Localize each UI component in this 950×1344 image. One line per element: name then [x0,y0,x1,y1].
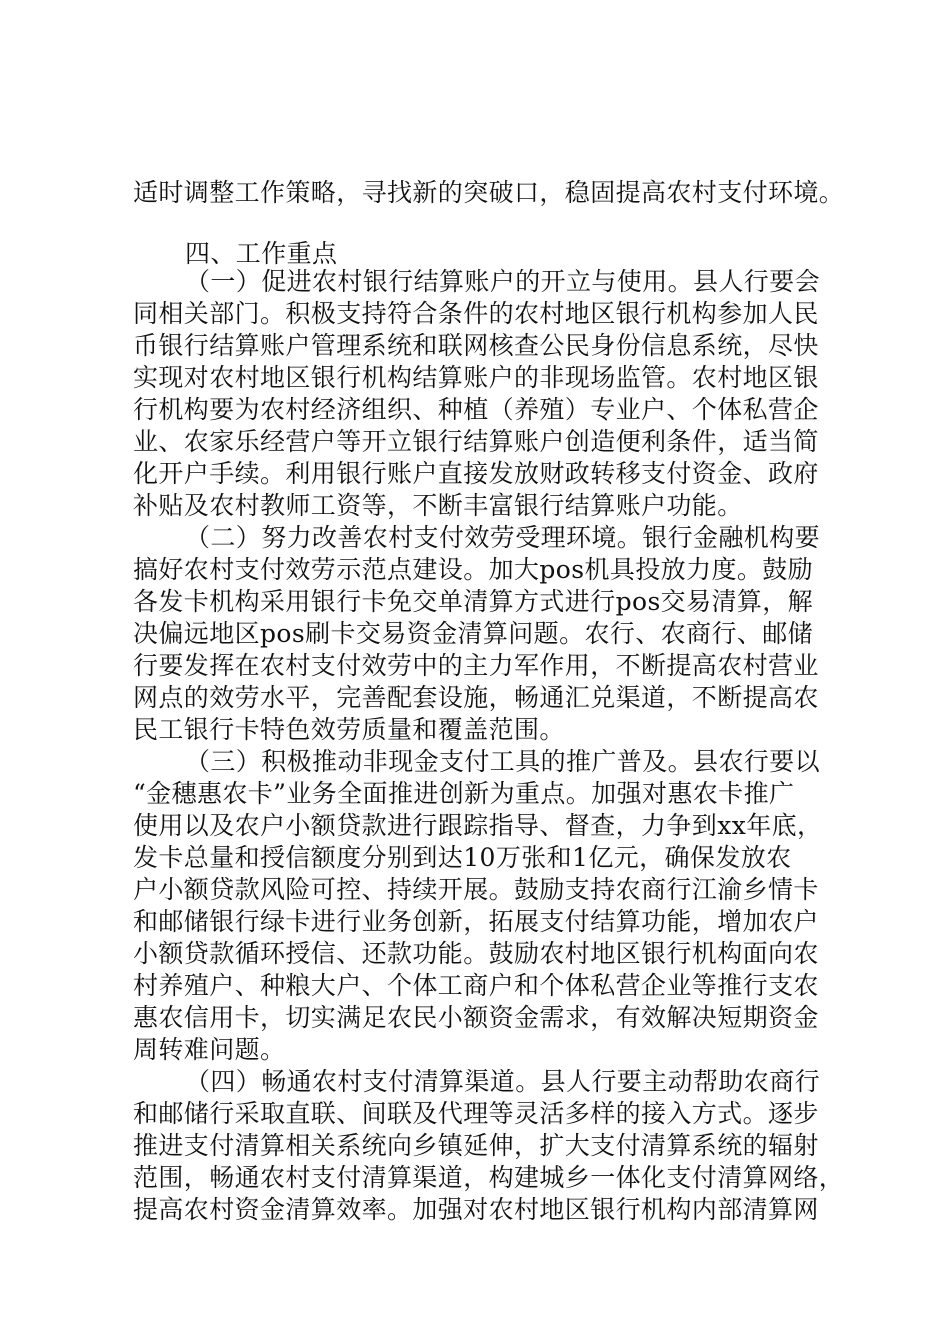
paragraph-line: 推进支付清算相关系统向乡镇延伸，扩大支付清算系统的辐射 [133,1131,819,1160]
paragraph-line: 搞好农村支付效劳示范点建设。加大pos机具投放力度。鼓励 [133,555,814,584]
paragraph-line: 和邮储银行绿卡进行业务创新，拓展支付结算功能，增加农户 [133,907,819,936]
paragraph-line: 实现对农村地区银行机构结算账户的非现场监管。农村地区银 [133,363,819,392]
paragraph-line: 同相关部门。积极支持符合条件的农村地区银行机构参加人民 [133,299,819,328]
paragraph-line: （二）努力改善农村支付效劳受理环境。银行金融机构要 [185,523,821,552]
paragraph-line: 小额贷款循环授信、还款功能。鼓励农村地区银行机构面向农 [133,939,819,968]
paragraph-line: 化开户手续。利用银行账户直接发放财政转移支付资金、政府 [133,459,819,488]
paragraph-line: 业、农家乐经营户等开立银行结算账户创造便利条件，适当简 [133,427,819,456]
paragraph-line: 各发卡机构采用银行卡免交单清算方式进行pos交易清算，解 [133,587,814,616]
paragraph-line: 行要发挥在农村支付效劳中的主力军作用，不断提高农村营业 [133,651,819,680]
paragraph-line: 补贴及农村教师工资等，不断丰富银行结算账户功能。 [133,491,743,520]
paragraph-line: 币银行结算账户管理系统和联网核查公民身份信息系统，尽快 [133,331,819,360]
paragraph-line: 网点的效劳水平，完善配套设施，畅通汇兑渠道，不断提高农 [133,683,819,712]
paragraph-line: 使用以及农户小额贷款进行跟踪指导、督查，力争到xx年底， [133,811,823,840]
paragraph-line: 民工银行卡特色效劳质量和覆盖范围。 [133,715,565,744]
paragraph-line: 村养殖户、种粮大户、个体工商户和个体私营企业等推行支农 [133,971,819,1000]
paragraph-line: 提高农村资金清算效率。加强对农村地区银行机构内部清算网 [133,1195,819,1224]
paragraph-line: 户小额贷款风险可控、持续开展。鼓励支持农商行江渝乡情卡 [133,875,819,904]
paragraph-line: 惠农信用卡，切实满足农民小额资金需求，有效解决短期资金 [133,1003,819,1032]
section-heading: 四、工作重点 [185,239,338,268]
paragraph-line: 周转难问题。 [133,1035,286,1064]
paragraph-line: （四）畅通农村支付清算渠道。县人行要主动帮助农商行 [185,1067,821,1096]
paragraph-line: “金穗惠农卡”业务全面推进创新为重点。加强对惠农卡推广 [133,779,795,808]
paragraph-line: 和邮储行采取直联、间联及代理等灵活多样的接入方式。逐步 [133,1099,819,1128]
paragraph-line: 适时调整工作策略，寻找新的突破口，稳固提高农村支付环境。 [133,178,845,207]
paragraph-line: 行机构要为农村经济组织、种植（养殖）专业户、个体私营企 [133,395,819,424]
paragraph-line: （一）促进农村银行结算账户的开立与使用。县人行要会 [185,267,821,296]
paragraph-line: 决偏远地区pos刷卡交易资金清算问题。农行、农商行、邮储 [133,619,814,648]
paragraph-line: 范围，畅通农村支付清算渠道，构建城乡一体化支付清算网络， [133,1163,845,1192]
paragraph-line: 发卡总量和授信额度分别到达10万张和1亿元，确保发放农 [133,843,792,872]
paragraph-line: （三）积极推动非现金支付工具的推广普及。县农行要以 [185,747,821,776]
